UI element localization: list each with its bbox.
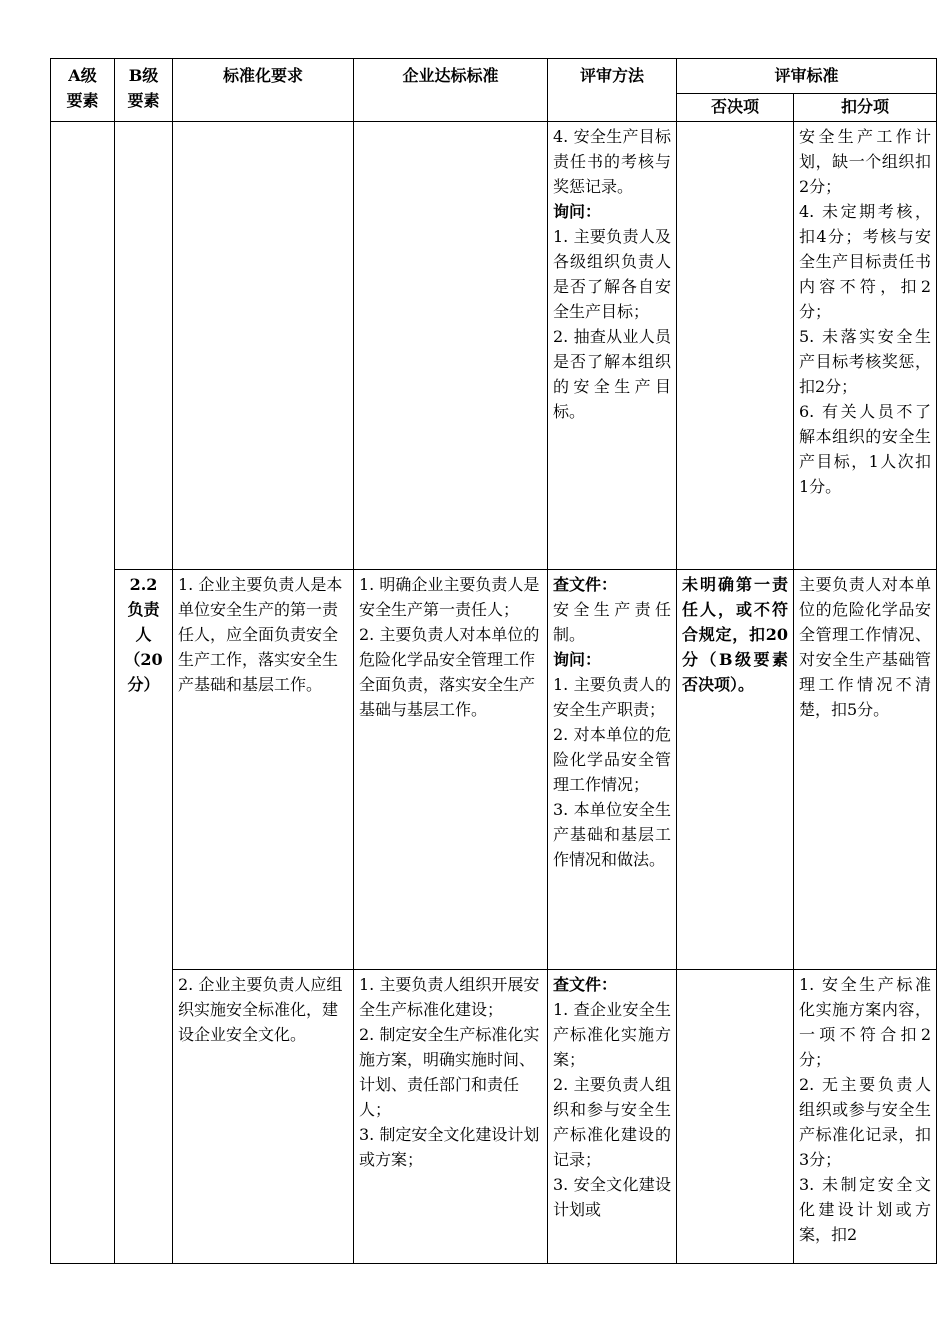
method-line: 3. 安全文化建设计划或 [553, 1175, 671, 1219]
a-level-cell [51, 122, 115, 1264]
method-line: 2. 对本单位的危险化学品安全管理工作情况； [553, 725, 671, 794]
requirement-line: 2. 企业主要负责人应组织实施安全标准化，建设企业安全文化。 [178, 975, 343, 1044]
deduction-cell [794, 122, 937, 570]
veto-cell [677, 570, 794, 970]
deduction-line: 6. 有关人员不了解本组织的安全生产目标，1人次扣1分。 [799, 402, 932, 496]
deduction-line: 主要负责人对本单位的危险化学品安全管理工作情况、对安全生产基础管理工作情况不清楚，扣5分。 [799, 575, 932, 719]
b-element-cell [115, 122, 173, 570]
enterprise-standard-line: 2. 主要负责人对本单位的危险化学品安全管理工作全面负责，落实安全生产基础与基层工作。 [359, 625, 540, 719]
enterprise-standard-line: 2. 制定安全生产标准化实施方案，明确实施时间、计划、责任部门和责任人； [359, 1025, 540, 1119]
table-row [51, 970, 937, 1264]
b-element-line: 负责 [127, 600, 160, 619]
header-row [51, 59, 937, 94]
header-a-level: A级 要素 [51, 59, 115, 122]
method-line: 安全生产责任制。 [553, 600, 671, 644]
b-element-line: 分） [127, 675, 160, 694]
veto-cell [677, 970, 794, 1264]
header-deduction-item: 扣分项 [794, 94, 937, 122]
enterprise-standard-line: 3. 制定安全文化建设计划或方案； [359, 1125, 540, 1169]
enterprise-standard-line: 1. 明确企业主要负责人是安全生产第一责任人； [359, 575, 540, 619]
review-method-cell [548, 570, 677, 970]
method-line: 1. 主要负责人的安全生产职责； [553, 675, 671, 719]
requirement-cell [173, 570, 354, 970]
requirement-cell [173, 970, 354, 1264]
deduction-line: 4. 未定期考核，扣4分；考核与安全生产目标责任书内容不符，扣2分； [799, 202, 932, 321]
deduction-line: 3. 未制定安全文化建设计划或方案，扣2 [799, 1175, 932, 1244]
method-line: 4. 安全生产目标责任书的考核与奖惩记录。 [553, 127, 671, 196]
deduction-line: 安全生产工作计划，缺一个组织扣2分； [799, 127, 932, 196]
method-heading: 查文件： [553, 975, 618, 994]
method-heading: 查文件： [553, 575, 618, 594]
standards-table [50, 58, 937, 1264]
method-heading: 询问： [553, 650, 602, 669]
deduction-cell [794, 570, 937, 970]
enterprise-standard-cell [354, 970, 548, 1264]
header-enterprise-standard: 企业达标标准 [354, 59, 548, 122]
header-review-criteria: 评审标准 [677, 59, 937, 94]
b-element-line: （20 [124, 650, 163, 669]
requirement-line: 1. 企业主要负责人是本单位安全生产的第一责任人，应全面负责安全生产工作，落实安全生产基础和基层工作。 [178, 575, 343, 694]
veto-line: 未明确第一责任人，或不符合规定，扣20分（B级要素否决项）。 [682, 575, 788, 694]
review-method-cell [548, 970, 677, 1264]
method-heading: 询问： [553, 202, 602, 221]
b-element-line: 人 [135, 625, 152, 644]
method-line: 1. 查企业安全生产标准化实施方案； [553, 1000, 671, 1069]
veto-cell [677, 122, 794, 570]
method-line: 1. 主要负责人及各级组织负责人是否了解各自安全生产目标； [553, 227, 671, 321]
method-line: 2. 主要负责人组织和参与安全生产标准化建设的记录； [553, 1075, 671, 1169]
deduction-line: 5. 未落实安全生产目标考核奖惩，扣2分； [799, 327, 932, 396]
deduction-cell [794, 970, 937, 1264]
requirement-cell [173, 122, 354, 570]
table-row [51, 122, 937, 570]
enterprise-standard-line: 1. 主要负责人组织开展安全生产标准化建设； [359, 975, 540, 1019]
deduction-line: 1. 安全生产标准化实施方案内容，一项不符合扣2分； [799, 975, 932, 1069]
b-element-line: 2.2 [129, 575, 158, 594]
header-review-method: 评审方法 [548, 59, 677, 122]
method-line: 2. 抽查从业人员是否了解本组织的安全生产目标。 [553, 327, 671, 421]
enterprise-standard-cell [354, 122, 548, 570]
enterprise-standard-cell [354, 570, 548, 970]
method-line: 3. 本单位安全生产基础和基层工作情况和做法。 [553, 800, 671, 869]
table-row [51, 570, 937, 970]
header-b-level: B级 要素 [115, 59, 173, 122]
review-method-cell [548, 122, 677, 570]
deduction-line: 2. 无主要负责人组织或参与安全生产标准化记录，扣3分； [799, 1075, 932, 1169]
b-element-cell [115, 570, 173, 1264]
header-standard-requirement: 标准化要求 [173, 59, 354, 122]
header-veto-item: 否决项 [677, 94, 794, 122]
